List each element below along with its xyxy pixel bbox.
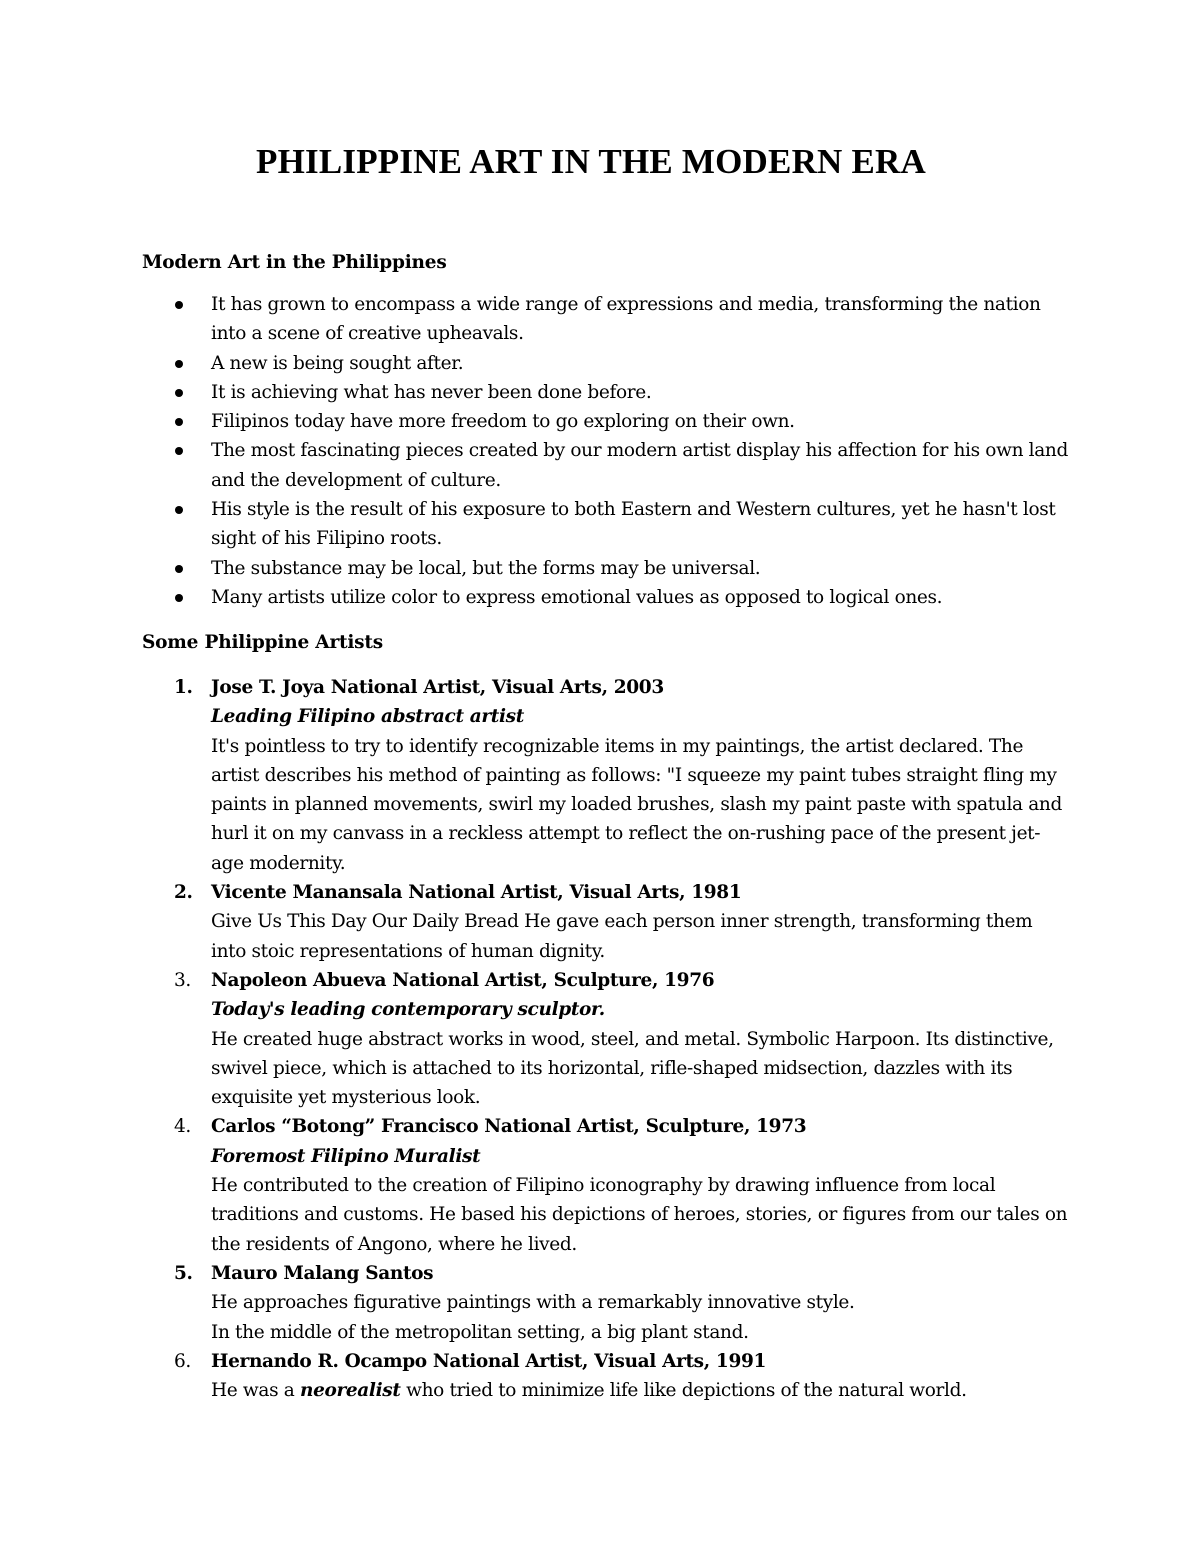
bullet-dot-icon — [175, 418, 183, 426]
bullet-item — [142, 378, 1072, 407]
list-number: 2. — [174, 882, 193, 904]
artist-item-mauro-santos — [142, 1259, 1072, 1347]
artist-subtitle: Today's leading contemporary sculptor. — [211, 999, 605, 1021]
bullet-text: Filipinos today have more freedom to go exploring on their own. — [211, 411, 795, 433]
artist-description: He created huge abstract works in wood, steel, and metal. Symbolic Harpoon. Its distinctive, swivel piece, which is attached to its horizontal, rifle-shaped midsection, dazzles with its exquisite yet mysterious look. — [211, 1028, 1054, 1109]
section-heading-modern-art: Modern Art in the Philippines — [142, 252, 447, 273]
bullet-item — [142, 290, 1072, 349]
artist-description: He approaches figurative paintings with a remarkably innovative style. — [211, 1292, 855, 1314]
artist-name: Vicente Manansala National Artist, Visual Arts, 1981 — [211, 882, 742, 904]
artist-subtitle: Foremost Filipino Muralist — [211, 1145, 481, 1167]
list-number: 4. — [174, 1116, 191, 1138]
artist-item-vicente-manansala — [142, 878, 1072, 966]
artist-item-napoleon-abueva — [142, 966, 1072, 1112]
bullet-dot-icon — [175, 389, 183, 397]
bullet-text: Many artists utilize color to express emotional values as opposed to logical ones. — [211, 586, 943, 608]
artist-name: Mauro Malang Santos — [211, 1262, 434, 1284]
description-text-after: who tried to minimize life like depictions of the natural world. — [400, 1380, 967, 1402]
description-emphasis: neorealist — [299, 1380, 401, 1402]
artist-name: Carlos “Botong” Francisco National Artist, Sculpture, 1973 — [211, 1116, 807, 1138]
bullet-item — [142, 436, 1072, 495]
bullet-dot-icon — [175, 301, 183, 309]
bullet-item — [142, 583, 1072, 612]
bullet-dot-icon — [175, 447, 183, 455]
bullet-text: It has grown to encompass a wide range of expressions and media, transforming the nation into a scene of creative upheavals. — [211, 294, 1041, 345]
list-number: 1. — [174, 677, 193, 698]
artist-description-second-line: In the middle of the metropolitan setting, a big plant stand. — [211, 1321, 749, 1343]
artist-description: Give Us This Day Our Daily Bread He gave each person inner strength, transforming them into stoic representations of human dignity. — [211, 911, 1033, 962]
bullet-text: It is achieving what has never been done before. — [211, 381, 652, 403]
bullet-dot-icon — [175, 594, 183, 602]
artist-item-hernando-ocampo — [142, 1347, 1072, 1406]
bullet-text: A new is being sought after. — [211, 352, 464, 374]
list-number: 6. — [174, 1350, 191, 1372]
modern-art-bullet-list — [142, 290, 1072, 612]
artists-numbered-list — [142, 673, 1072, 1405]
bullet-item — [142, 495, 1072, 554]
artist-name: Napoleon Abueva National Artist, Sculpture, 1976 — [211, 969, 715, 991]
artist-subtitle: Leading Filipino abstract artist — [211, 706, 524, 728]
document-title: PHILIPPINE ART IN THE MODERN ERA — [256, 142, 926, 181]
bullet-dot-icon — [175, 360, 183, 368]
list-number: 5. — [174, 1262, 193, 1284]
bullet-item — [142, 407, 1072, 436]
bullet-item — [142, 349, 1072, 378]
artist-item-jose-joya — [142, 673, 1072, 878]
artist-item-carlos-francisco — [142, 1112, 1072, 1258]
artist-description: He contributed to the creation of Filipino iconography by drawing influence from local traditions and customs. He based his depictions of heroes, stories, or figures from our tales on the residents of Angono, where he lived. — [211, 1175, 1068, 1255]
bullet-text: The most fascinating pieces created by our modern artist display his affection for his own land and the development of culture. — [211, 440, 1068, 491]
artist-description — [211, 1376, 1072, 1405]
bullet-text: The substance may be local, but the forms may be universal. — [211, 557, 761, 579]
description-text-before: He was a — [211, 1380, 300, 1402]
bullet-item — [142, 554, 1072, 583]
bullet-dot-icon — [175, 565, 183, 573]
artist-description: It's pointless to try to identify recognizable items in my paintings, the artist declared. The artist describes his method of painting as follows: "I squeeze my paint tubes straight fling my paints in planned movements, swirl my loaded brushes, slash my paint paste with spatula and hurl it on my canvass in a reckless attempt to reflect the on-rushing pace of the present jet-age modernity. — [211, 735, 1062, 874]
list-number: 3. — [174, 969, 191, 991]
artist-name: Hernando R. Ocampo National Artist, Visual Arts, 1991 — [211, 1350, 767, 1372]
artist-name: Jose T. Joya National Artist, Visual Arts, 2003 — [211, 677, 664, 698]
bullet-text: His style is the result of his exposure to both Eastern and Western cultures, yet he hasn't lost sight of his Filipino roots. — [211, 499, 1056, 550]
section-heading-philippine-artists: Some Philippine Artists — [142, 632, 383, 653]
bullet-dot-icon — [175, 506, 183, 514]
